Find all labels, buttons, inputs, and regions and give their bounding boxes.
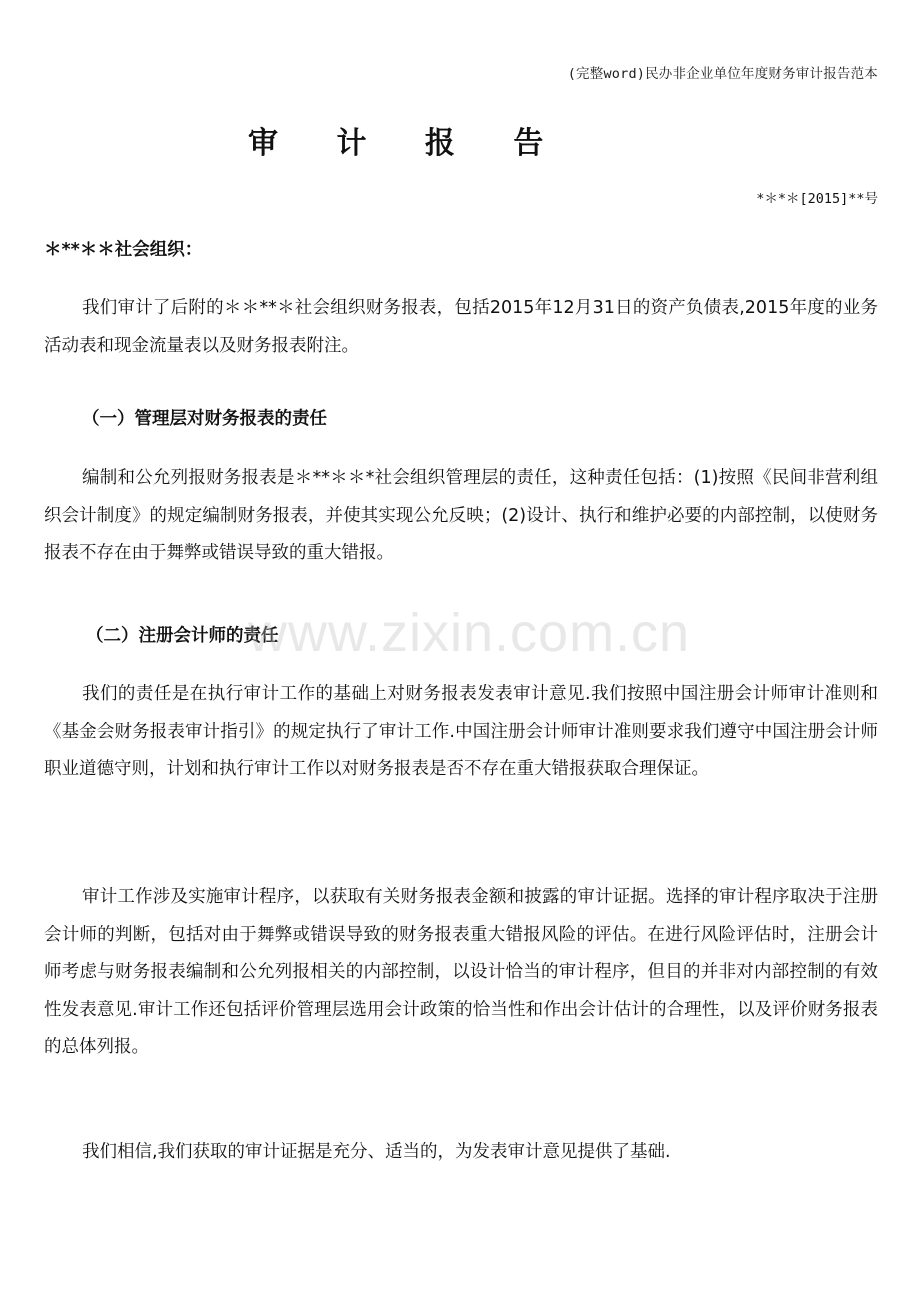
intro-paragraph: 我们审计了后附的＊＊**＊社会组织财务报表，包括2015年12月31日的资产负债表,2015年度的业务活动表和现金流量表以及财务报表附注。 <box>44 298 878 356</box>
report-reference-number: *＊*＊[2015]**号 <box>756 191 878 207</box>
document-header: (完整word)民办非企业单位年度财务审计报告范本 <box>567 66 878 82</box>
report-addressee: ＊**＊＊社会组织： <box>44 240 203 260</box>
audit-procedures-paragraph: 审计工作涉及实施审计程序，以获取有关财务报表金额和披露的审计证据。选择的审计程序取决于注册会计师的判断，包括对由于舞弊或错误导致的财务报表重大错报风险的评估。在进行风险评估时，注册会计师考虑与财务报表编制和公允列报相关的内部控制，以设计恰当的审计程序，但目的并非对内部控制的有效性发表意见.审计工作还包括评价管理层选用会计政策的恰当性和作出会计估计的合理性，以及评价财务报表的总体列报。 <box>44 887 878 1057</box>
section-heading-auditor: （二）注册会计师的责任 <box>86 626 279 646</box>
section-heading-management: （一）管理层对财务报表的责任 <box>82 409 327 429</box>
auditor-responsibility-paragraph: 我们的责任是在执行审计工作的基础上对财务报表发表审计意见.我们按照中国注册会计师审计准则和《基金会财务报表审计指引》的规定执行了审计工作.中国注册会计师审计准则要求我们遵守中国注册会计师职业道德守则，计划和执行审计工作以对财务报表是否不存在重大错报获取合理保证。 <box>44 684 878 779</box>
management-responsibility-paragraph: 编制和公允列报财务报表是＊**＊＊*社会组织管理层的责任，这种责任包括：(1)按照《民间非营利组织会计制度》的规定编制财务报表，并使其实现公允反映；(2)设计、执行和维护必要的内部控制，以使财务报表不存在由于舞弊或错误导致的重大错报。 <box>44 468 878 563</box>
report-title: 审 计 报 告 <box>248 126 568 161</box>
watermark: www.zixin.com.cn <box>248 603 691 663</box>
audit-evidence-paragraph: 我们相信,我们获取的审计证据是充分、适当的，为发表审计意见提供了基础. <box>82 1142 671 1162</box>
